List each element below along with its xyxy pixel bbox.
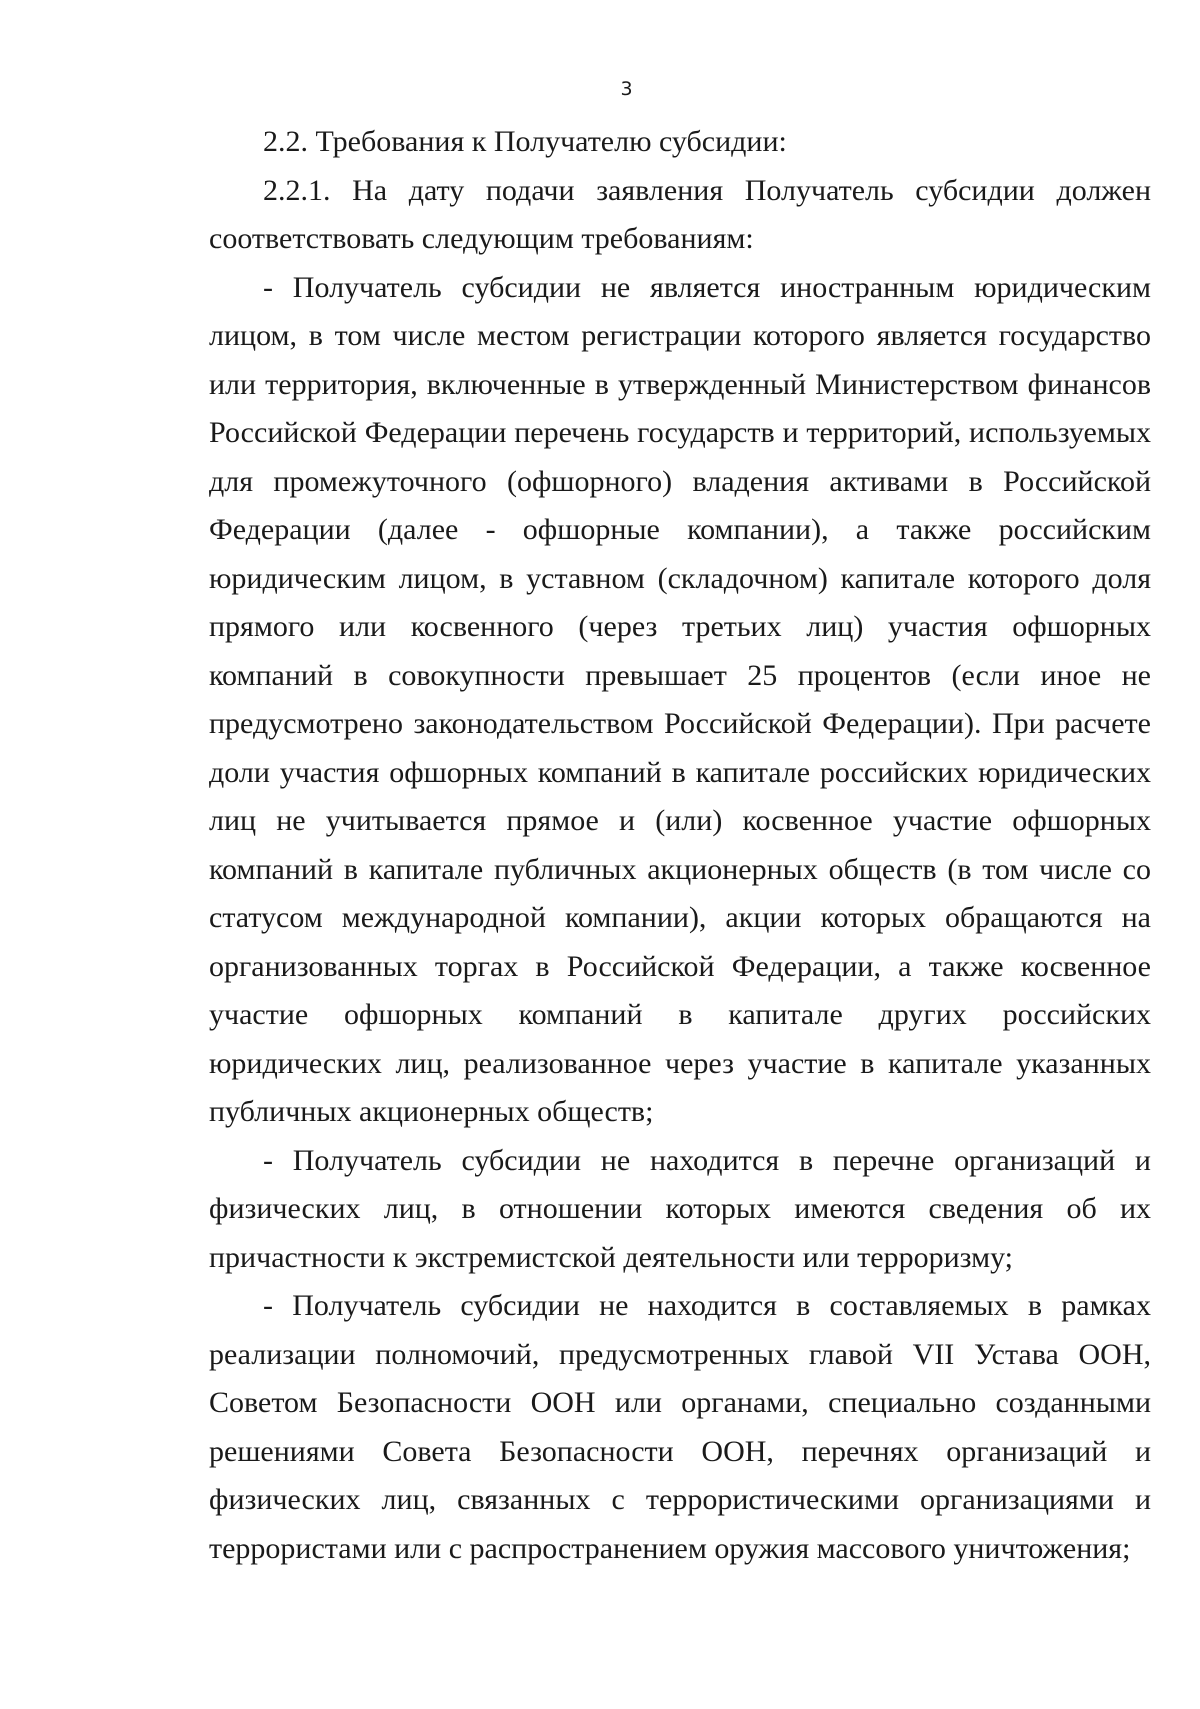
- paragraph-un-sanctions-requirement: - Получатель субсидии не находится в составляемых в рамках реализации полномочий, предусмотренных главой VII Устава ООН, Советом Безопасности ООН или органами, специально созданными решениями Совета Безопасности ООН, перечнях организаций и физических лиц, связанных с террористическими организациями и террористами или с распространением оружия массового уничтожения;: [209, 1289, 1151, 1565]
- paragraph-extremism-requirement: - Получатель субсидии не находится в перечне организаций и физических лиц, в отношении которых имеются сведения об их причастности к экстремистской деятельности или терроризму;: [209, 1143, 1151, 1274]
- paragraph-2-2-1: 2.2.1. На дату подачи заявления Получатель субсидии должен соответствовать следующим требованиям:: [209, 173, 1151, 255]
- paragraph-offshore-requirement: - Получатель субсидии не является иностранным юридическим лицом, в том числе местом регистрации которого является государство или территория, включенные в утвержденный Министерством финансов Российской Федерации перечень государств и территорий, используемых для промежуточного (офшорного) владения активами в Российской Федерации (далее - офшорные компании), а также российским юридическим лицом, в уставном (складочном) капитале которого доля прямого или косвенного (через третьих лиц) участия офшорных компаний в совокупности превышает 25 процентов (если иное не предусмотрено законодательством Российской Федерации). При расчете доли участия офшорных компаний в капитале российских юридических лиц не учитывается прямое и (или) косвенное участие офшорных компаний в капитале публичных акционерных обществ (в том числе со статусом международной компании), акции которых обращаются на организованных торгах в Российской Федерации, а также косвенное участие офшорных компаний в капитале других российских юридических лиц, реализованное через участие в капитале указанных публичных акционерных обществ;: [209, 270, 1151, 1128]
- document-body: [209, 118, 1151, 1573]
- section-heading-2-2: 2.2. Требования к Получателю субсидии:: [263, 125, 787, 158]
- page-number: 3: [620, 78, 633, 100]
